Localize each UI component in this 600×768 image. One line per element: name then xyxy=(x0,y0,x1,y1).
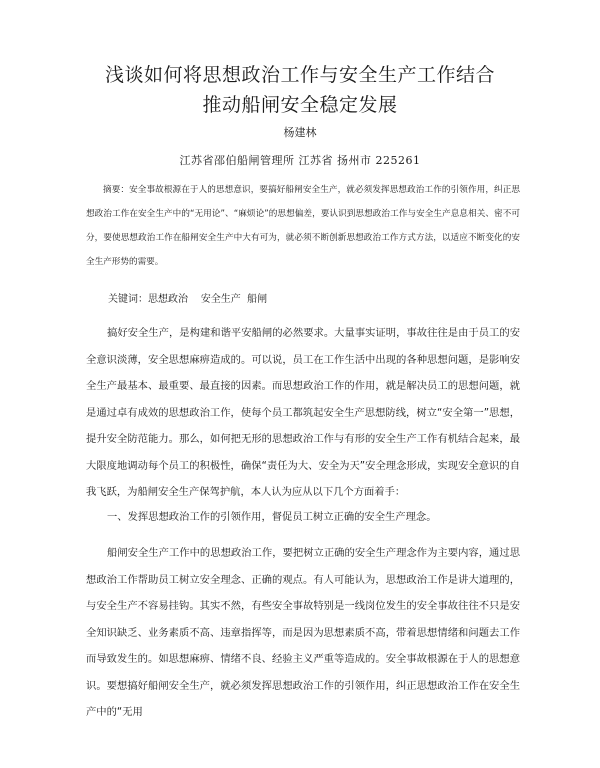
affiliation: 江苏省邵伯船闸管理所 江苏省 扬州市 225261 xyxy=(179,154,421,167)
body-paragraph-2: 船闸安全生产工作中的思想政治工作，要把树立正确的安全生产理念作为主要内容，通过思想政治工作帮助员工树立安全理念、正确的观点。有人可能认为，思想政治工作是讲大道理的，与安全生产不容易挂钩。其实不然，有些安全事故特别是一线岗位发生的安全事故往往不只是安全知识缺乏、业务素质不高、违章指挥等，而是因为思想素质不高，带着思想情绪和问题去工作而导致发生的。如思想麻痹、情绪不良、经验主义严重等造成的。安全事故根源在于人的思想意识。要想搞好船闸安全生产，就必须发挥思想政治工作的引领作用，纠正思想政治工作在安全生产中的“无用 xyxy=(86,547,520,718)
title-line-1: 浅谈如何将思想政治工作与安全生产工作结合 xyxy=(104,64,495,86)
section-heading-1: 一、发挥思想政治工作的引领作用，督促员工树立正确的安全生产理念。 xyxy=(107,511,437,523)
title-line-2: 推动船闸安全稳定发展 xyxy=(202,94,398,116)
abstract: 摘要：安全事故根源在于人的思想意识，要搞好船闸安全生产，就必须发挥思想政治工作的引领作用，纠正思想政治工作在安全生产中的“无用论”、“麻烦论”的思想偏差，要认识到思想政治工作与安全生产息息相关、密不可分，要使思想政治工作在船闸安全生产中大有可为，就必须不断创新思想政治工作方式方法，以适应不断变化的安全生产形势的需要。 xyxy=(86,185,520,267)
keywords: 关键词：思想政治 安全生产 船闸 xyxy=(108,294,268,305)
body-paragraph-1: 搞好安全生产，是构建和谐平安船闸的必然要求。大量事实证明，事故往往是由于员工的安全意识淡薄，安全思想麻痹造成的。可以说，员工在工作生活中出现的各种思想问题，是影响安全生产最基本、最重要、最直接的因素。而思想政治工作的作用，就是解决员工的思想问题，就是通过卓有成效的思想政治工作，使每个员工都筑起安全生产思想防线，树立“安全第一”思想，提升安全防范能力。那么，如何把无形的思想政治工作与有形的安全生产工作有机结合起来，最大限度地调动每个员工的积极性，确保“责任为大、安全为天”安全理念形成，实现安全意识的自我飞跃，为船闸安全生产保驾护航，本人认为应从以下几个方面着手： xyxy=(86,327,520,498)
author: 杨建林 xyxy=(283,126,317,139)
